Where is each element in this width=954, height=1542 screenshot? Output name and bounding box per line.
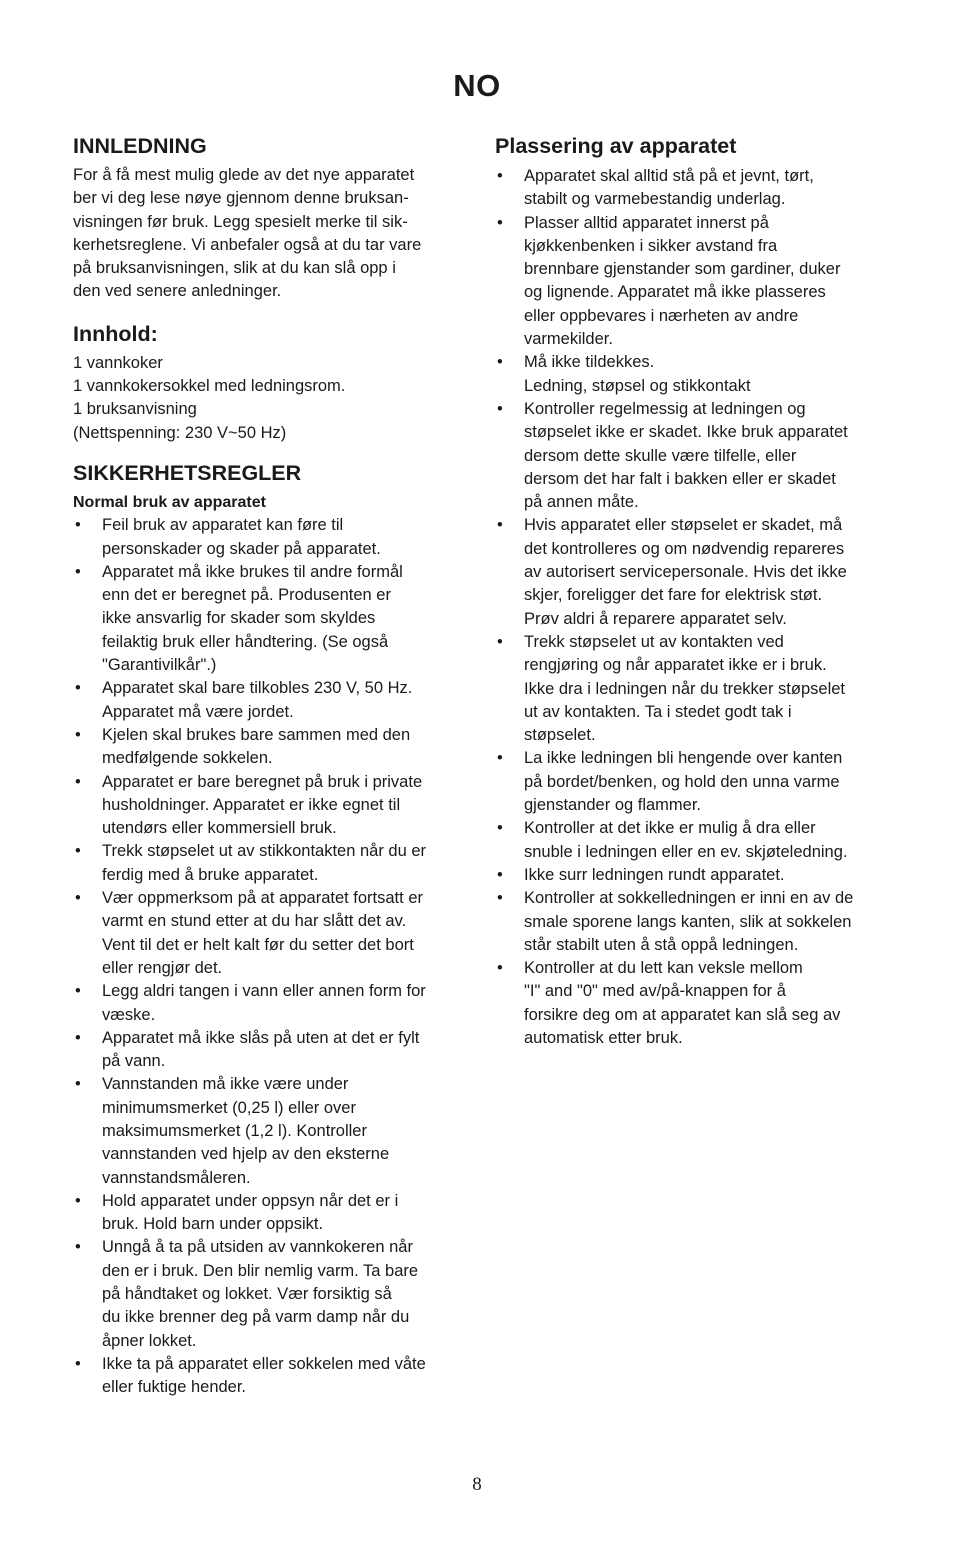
bullet-item: [73, 1190, 463, 1237]
bullet-line: • Kontroller at det ikke er mulig å dra eller: [524, 819, 816, 838]
bullet-line: utendørs eller kommersiell bruk.: [102, 819, 337, 838]
bullet-item: [73, 771, 463, 841]
bullet-line: på vann.: [102, 1052, 166, 1071]
bullet-item: [495, 351, 885, 374]
bullet-line: dersom dette skulle være tilfelle, eller: [524, 446, 797, 465]
section-sikkerhetsregler: [73, 459, 463, 1400]
bullet-line: og lignende. Apparatet må ikke plasseres: [524, 283, 826, 302]
text-line: kerhetsreglene. Vi anbefaler også at du tar vare: [73, 235, 422, 254]
bullet-item: [73, 724, 463, 771]
bullet-line: • Vannstanden må ikke være under: [102, 1075, 349, 1094]
bullet-line: • Kontroller regelmessig at ledningen og: [524, 399, 806, 418]
bullet-item: [73, 1353, 463, 1400]
text-line: 1 vannkokersokkel med ledningsrom.: [73, 377, 346, 396]
bullet-line: husholdninger. Apparatet er ikke egnet til: [102, 795, 401, 814]
bullet-line: enn det er beregnet på. Produsenten er: [102, 586, 391, 605]
text-line: ber vi deg lese nøye gjennom denne bruksan-: [73, 189, 409, 208]
bullet-line: ikke ansvarlig for skader som skyldes: [102, 609, 376, 628]
bullet-line: stabilt og varmebestandig underlag.: [524, 190, 786, 209]
bullet-line: Apparatet må være jordet.: [102, 702, 294, 721]
heading-innhold: Innhold:: [73, 321, 158, 346]
bullet-line: • Unngå å ta på utsiden av vannkokeren når: [102, 1238, 413, 1257]
bullet-line: eller rengjør det.: [102, 958, 223, 977]
heading-sikkerhetsregler: SIKKERHETSREGLER: [73, 460, 302, 485]
bullet-item: [495, 514, 885, 630]
bullet-line: eller fuktige hender.: [102, 1378, 247, 1397]
bullet-line: • Feil bruk av apparatet kan føre til: [102, 516, 344, 535]
bullet-line: varmt en stund etter at du har slått det av.: [102, 912, 407, 931]
left-column: [73, 132, 463, 1414]
bullet-line: • Kontroller at sokkelledningen er inni en av de: [524, 889, 854, 908]
bullet-line: støpselet.: [524, 726, 596, 745]
subheading-normal-bruk: Normal bruk av apparatet: [73, 493, 266, 511]
bullet-item: [73, 1236, 463, 1352]
bullet-line: på håndtaket og lokket. Vær forsiktig så: [102, 1285, 392, 1304]
bullet-item: [73, 1073, 463, 1189]
text-line: 1 bruksanvisning: [73, 400, 197, 419]
subheading-ledning: Ledning, støpsel og stikkontakt: [524, 376, 751, 395]
bullet-line: du ikke brenner deg på varm damp når du: [102, 1308, 410, 1327]
page-number: 8: [472, 1474, 482, 1495]
bullet-item: [495, 165, 885, 212]
innhold-list: [73, 352, 463, 445]
bullet-line: vannstandsmåleren.: [102, 1168, 251, 1187]
text-line: på bruksanvisningen, slik at du kan slå opp i: [73, 259, 396, 278]
safety-bullet-list: [73, 514, 463, 1399]
bullet-item: [73, 514, 463, 561]
bullet-item: [73, 840, 463, 887]
bullet-line: • Hold apparatet under oppsyn når det er i: [102, 1191, 399, 1210]
bullet-line: væske.: [102, 1005, 156, 1024]
bullet-line: • Ikke ta på apparatet eller sokkelen med våte: [102, 1354, 426, 1373]
bullet-line: • La ikke ledningen bli hengende over kanten: [524, 749, 843, 768]
bullet-item: [495, 747, 885, 817]
heading-innledning: INNLEDNING: [73, 134, 207, 158]
bullet-line: dersom det har falt i bakken eller er skadet: [524, 469, 836, 488]
bullet-line: Vent til det er helt kalt før du setter det bort: [102, 935, 414, 954]
bullet-line: rengjøring og når apparatet ikke er i bruk.: [524, 656, 827, 675]
bullet-line: støpselet ikke er skadet. Ikke bruk apparatet: [524, 423, 848, 442]
bullet-line: snuble i ledningen eller en ev. skjøteledning.: [524, 842, 848, 861]
text-line: 1 vannkoker: [73, 353, 163, 372]
text-line: For å få mest mulig glede av det nye apparatet: [73, 166, 415, 184]
bullet-line: • Må ikke tildekkes.: [524, 353, 655, 372]
section-innhold: [73, 320, 463, 445]
cord-bullet-list: [495, 398, 885, 1050]
bullet-line: maksimumsmerket (1,2 l). Kontroller: [102, 1121, 367, 1140]
text-line: (Nettspenning: 230 V~50 Hz): [73, 423, 287, 442]
bullet-line: ut av kontakten. Ta i stedet godt tak i: [524, 702, 792, 721]
bullet-item: [495, 631, 885, 747]
bullet-line: • Apparatet skal bare tilkobles 230 V, 50 Hz.: [102, 679, 413, 698]
bullet-line: smale sporene langs kanten, slik at sokkelen: [524, 912, 852, 931]
bullet-line: den er i bruk. Den blir nemlig varm. Ta bare: [102, 1261, 419, 1280]
bullet-line: • Legg aldri tangen i vann eller annen form for: [102, 982, 426, 1001]
bullet-line: bruk. Hold barn under oppsikt.: [102, 1215, 324, 1234]
bullet-line: • Trekk støpselet ut av kontakten ved: [524, 632, 784, 651]
bullet-line: Prøv aldri å reparere apparatet selv.: [524, 609, 787, 628]
bullet-item: [73, 677, 463, 724]
bullet-line: forsikre deg om at apparatet kan slå seg av: [524, 1005, 841, 1024]
bullet-line: Ikke dra i ledningen når du trekker støpselet: [524, 679, 846, 698]
bullet-line: • Apparatet må ikke brukes til andre formål: [102, 562, 403, 581]
bullet-line: gjenstander og flammer.: [524, 796, 702, 815]
bullet-line: • Apparatet er bare beregnet på bruk i private: [102, 772, 423, 791]
bullet-line: eller oppbevares i nærheten av andre: [524, 306, 799, 325]
innledning-text: [73, 164, 463, 304]
section-plassering: [495, 132, 885, 1050]
bullet-line: på bordet/benken, og hold den unna varme: [524, 772, 840, 791]
bullet-item: [73, 980, 463, 1027]
bullet-item: [73, 1027, 463, 1074]
bullet-line: kjøkkenbenken i sikker avstand fra: [524, 236, 778, 255]
bullet-line: • Hvis apparatet eller støpselet er skadet, må: [524, 516, 843, 535]
language-code-heading: NO: [453, 68, 501, 103]
bullet-line: det kontrolleres og om nødvendig repareres: [524, 539, 845, 558]
text-line: visningen før bruk. Legg spesielt merke til sik-: [73, 212, 408, 231]
text-line: den ved senere anledninger.: [73, 282, 282, 301]
bullet-line: ferdig med å bruke apparatet.: [102, 865, 319, 884]
bullet-line: varmekilder.: [524, 330, 613, 349]
bullet-line: • Apparatet må ikke slås på uten at det er fylt: [102, 1028, 420, 1047]
bullet-line: medfølgende sokkelen.: [102, 749, 273, 768]
bullet-line: automatisk etter bruk.: [524, 1028, 683, 1047]
bullet-line: vannstanden ved hjelp av den eksterne: [102, 1145, 390, 1164]
placement-bullet-list: [495, 165, 885, 375]
bullet-line: minimumsmerket (0,25 l) eller over: [102, 1098, 356, 1117]
bullet-line: åpner lokket.: [102, 1331, 197, 1350]
bullet-line: "Garantivilkår".): [102, 656, 217, 675]
bullet-item: [495, 817, 885, 864]
bullet-line: • Apparatet skal alltid stå på et jevnt, tørt,: [524, 167, 814, 185]
bullet-line: • Kontroller at du lett kan veksle mellom: [524, 959, 803, 978]
bullet-line: feilaktig bruk eller håndtering. (Se også: [102, 632, 389, 651]
bullet-line: • Plasser alltid apparatet innerst på: [524, 213, 769, 232]
bullet-item: [73, 887, 463, 980]
bullet-line: • Ikke surr ledningen rundt apparatet.: [524, 865, 785, 884]
bullet-item: [495, 864, 885, 887]
bullet-line: skjer, foreligger det fare for elektrisk støt.: [524, 586, 823, 605]
bullet-line: av autorisert servicepersonale. Hvis det ikke: [524, 563, 847, 582]
bullet-line: • Vær oppmerksom på at apparatet fortsatt er: [102, 889, 423, 908]
bullet-line: på annen måte.: [524, 493, 639, 512]
bullet-item: [495, 957, 885, 1050]
bullet-item: [495, 398, 885, 514]
bullet-line: står stabilt uten å stå oppå ledningen.: [524, 935, 799, 954]
heading-plassering: Plassering av apparatet: [495, 134, 737, 158]
bullet-item: [73, 561, 463, 677]
section-innledning: [73, 132, 463, 304]
bullet-line: brennbare gjenstander som gardiner, duker: [524, 260, 841, 279]
bullet-line: • Trekk støpselet ut av stikkontakten når du er: [102, 842, 427, 861]
bullet-item: [495, 887, 885, 957]
bullet-line: personskader og skader på apparatet.: [102, 539, 381, 558]
bullet-line: • Kjelen skal brukes bare sammen med den: [102, 725, 411, 744]
bullet-item: [495, 212, 885, 352]
bullet-line: "I" and "0" med av/på-knappen for å: [524, 982, 786, 1001]
right-column: [495, 132, 885, 1064]
